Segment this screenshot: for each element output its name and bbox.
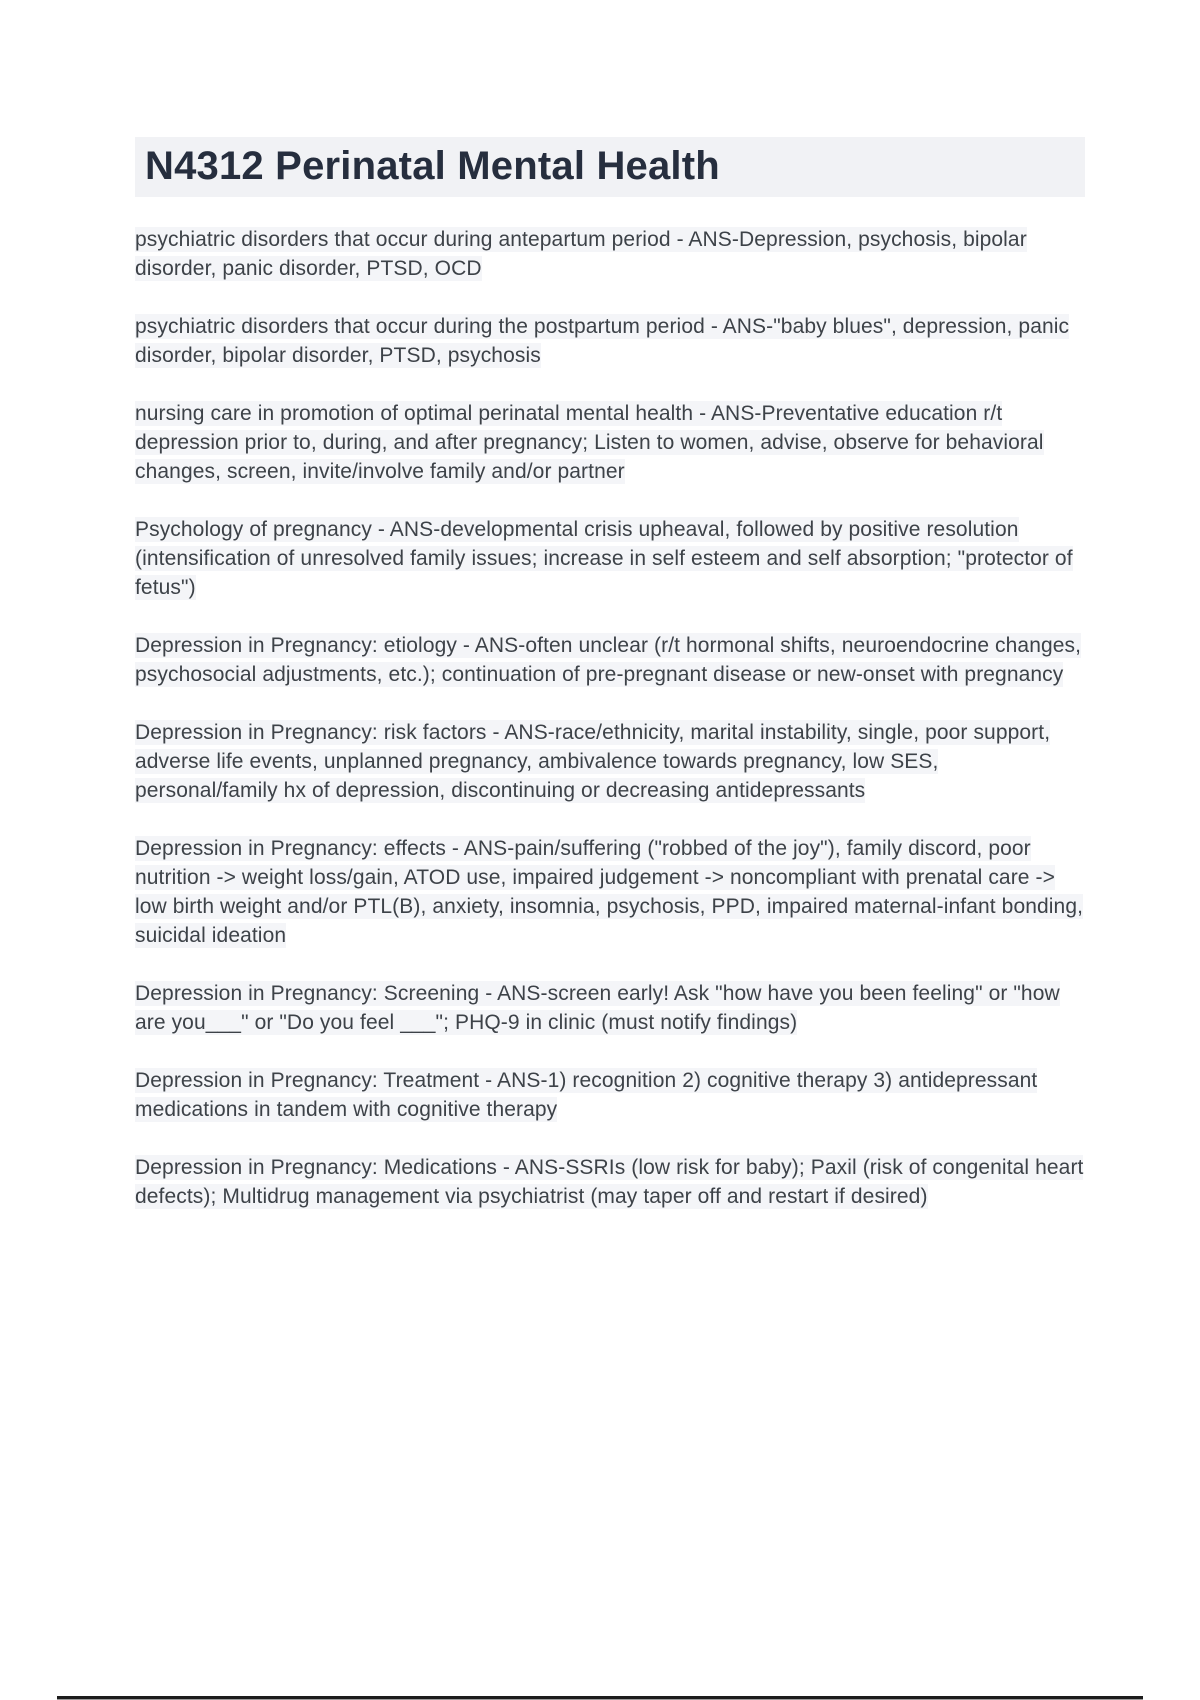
- qa-paragraph: [135, 312, 1085, 370]
- qa-paragraph: [135, 1153, 1085, 1211]
- qa-paragraph: [135, 718, 1085, 805]
- qa-paragraph: [135, 399, 1085, 486]
- qa-paragraph-text: Depression in Pregnancy: Medications - ANS-SSRIs (low risk for baby); Paxil (risk of congenital heart defects); Multidrug management via psychiatrist (may taper off and restart if desired): [135, 1156, 1084, 1208]
- qa-paragraph-text: Depression in Pregnancy: Treatment - ANS-1) recognition 2) cognitive therapy 3) antidepressant medications in tandem with cognitive therapy: [135, 1069, 1038, 1121]
- qa-paragraph: [135, 225, 1085, 283]
- document-content: [135, 137, 1085, 1240]
- qa-paragraph: [135, 979, 1085, 1037]
- qa-paragraph-text: Depression in Pregnancy: Screening - ANS-screen early! Ask "how have you been feeling" or "how are you___" or "Do you feel ___"; PHQ-9 in clinic (must notify findings): [135, 982, 1060, 1034]
- footer-divider: [57, 1696, 1143, 1700]
- qa-paragraph-text: psychiatric disorders that occur during antepartum period - ANS-Depression, psychosis, bipolar disorder, panic disorder, PTSD, OCD: [135, 228, 1027, 280]
- qa-paragraph-text: Depression in Pregnancy: etiology - ANS-often unclear (r/t hormonal shifts, neuroendocrine changes, psychosocial adjustments, etc.); continuation of pre-pregnant disease or new-onset with pregnancy: [135, 634, 1082, 686]
- page-title: N4312 Perinatal Mental Health: [135, 137, 1085, 197]
- qa-paragraph: [135, 834, 1085, 950]
- qa-paragraph-text: Psychology of pregnancy - ANS-developmental crisis upheaval, followed by positive resolution (intensification of unresolved family issues; increase in self esteem and self absorption; "protector of fetus"): [135, 518, 1073, 599]
- qa-paragraph-text: Depression in Pregnancy: effects - ANS-pain/suffering ("robbed of the joy"), family discord, poor nutrition -> weight loss/gain, ATOD use, impaired judgement -> noncompliant with prenatal care -> low birth weight and/or PTL(B), anxiety, insomnia, psychosis, PPD, impaired maternal-infant bonding, suicidal ideation: [135, 837, 1084, 947]
- qa-paragraph-text: nursing care in promotion of optimal perinatal mental health - ANS-Preventative education r/t depression prior to, during, and after pregnancy; Listen to women, advise, observe for behavioral changes, screen, invite/involve family and/or partner: [135, 402, 1044, 483]
- qa-paragraph-text: Depression in Pregnancy: risk factors - ANS-race/ethnicity, marital instability, single, poor support, adverse life events, unplanned pregnancy, ambivalence towards pregnancy, low SES, personal/family hx of depression, discontinuing or decreasing antidepressants: [135, 721, 1051, 802]
- qa-paragraph: [135, 631, 1085, 689]
- qa-paragraph-text: psychiatric disorders that occur during the postpartum period - ANS-"baby blues", depression, panic disorder, bipolar disorder, PTSD, psychosis: [135, 315, 1070, 367]
- qa-paragraph-list: [135, 225, 1085, 1211]
- qa-paragraph: [135, 515, 1085, 602]
- qa-paragraph: [135, 1066, 1085, 1124]
